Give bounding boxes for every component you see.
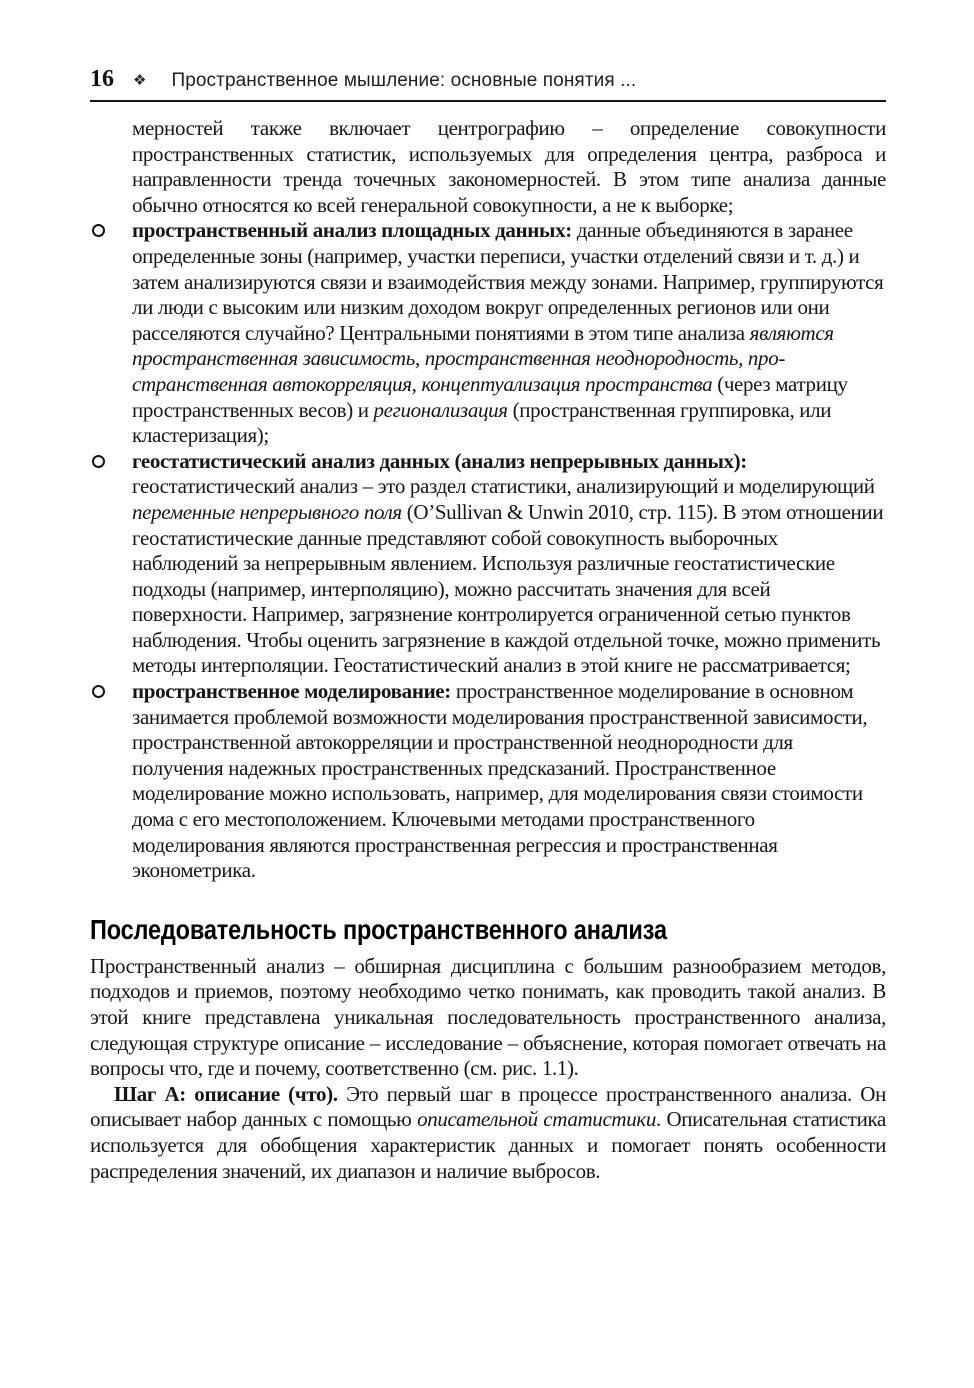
bullet-item-spatial-modeling <box>90 679 886 884</box>
bullet-list <box>90 218 886 883</box>
circle-bullet-icon <box>92 685 105 698</box>
circle-bullet-icon <box>92 455 105 468</box>
bullet-item-geostatistical-analysis <box>90 449 886 679</box>
section-heading <box>90 914 886 946</box>
paragraph-sequence: Пространственный анализ – обширная дисциплина с большим разнообразием методов, подходов и приемов, поэтому необходимо четко понимать, как проводить такой анализ. В этой книге представлена уникальная последовательность пространственного анализа, следующая структуре описание – исследование – объяснение, которая помогает отвечать на вопросы что, где и почему, соответственно (см. рис. 1.1). <box>90 953 886 1081</box>
paragraph-continuation: мерностей также включает центрографию – определение совокупности пространственных статистик, используемых для определения центра, разброса и направленности тренда точечных закономерностей. В этом типе анализа данные обычно относятся ко всей генеральной совокупности, а не к выборке; <box>132 116 886 217</box>
bullet-text: пространственный анализ площадных данных: данные объединяются в заранее определенные зоны (например, участки переписи, участки отделений связи и т. д.) и затем анализируются связи и взаимодействия между зонами. Например, группируются ли люди с высоким или низким доходом вокруг определенных регионов или они расселяются случайно? Центральными понятиями в этом типе анализа являются пространственная зависимость, пространственная неоднородность, пространственная автокорреляция, концептуализация пространства (через матрицу пространственных весов) и регионализация (пространственная группировка, или кластеризация); <box>132 218 884 448</box>
bullet-text: пространственное моделирование: пространственное моделирование в основном занимается проблемой возможности моделирования пространственной зависимости, пространственной автокорреляции и пространственной неоднородности для получения надежных пространственных предсказаний. Пространственное моделирование можно использовать, например, для моделирования связи стоимости дома с его местоположением. Ключевыми методами пространственного моделирования являются пространственная регрессия и пространственная эконометрика. <box>132 679 868 883</box>
paragraph-step-a: Шаг А: описание (что). Это первый шаг в процессе пространственного анализа. Он описывает набор данных с помощью описательной статистики. Описательная статистика используется для обобщения характеристик данных и помогает понять особенности распределения значений, их диапазон и наличие выбросов. <box>90 1081 886 1183</box>
bullet-item-areal-data-analysis <box>90 218 886 448</box>
page-body <box>90 116 886 1184</box>
page-number: 16 <box>90 66 114 92</box>
running-head <box>90 66 886 93</box>
four-diamond-ornament-icon: ❖ <box>133 71 147 89</box>
circle-bullet-icon <box>92 224 105 237</box>
section-heading-text: Последовательность пространственного анализа <box>90 913 667 945</box>
bullet-text: геостатистический анализ данных (анализ непрерывных данных): геостатистический анализ – это раздел статистики, анализирующий и моделирующий переменные непрерывного поля (O’Sullivan & Unwin 2010, стр. 115). В этом отношении геостатистические данные представляют собой совокупность выборочных наблюдений за непрерывным явлением. Используя различные геостатистические подходы (например, интерполяцию), можно рассчитать значения для всей поверхности. Например, загрязнение контролируется ограниченной сетью пунктов наблюдения. Чтобы оценить загрязнение в каждой отдельной точке, можно применить методы интерполяции. Геостатистический анализ в этой книге не рассматривается; <box>132 448 884 678</box>
running-title: Пространственное мышление: основные понятия ... <box>171 70 637 91</box>
header-rule <box>90 100 886 102</box>
